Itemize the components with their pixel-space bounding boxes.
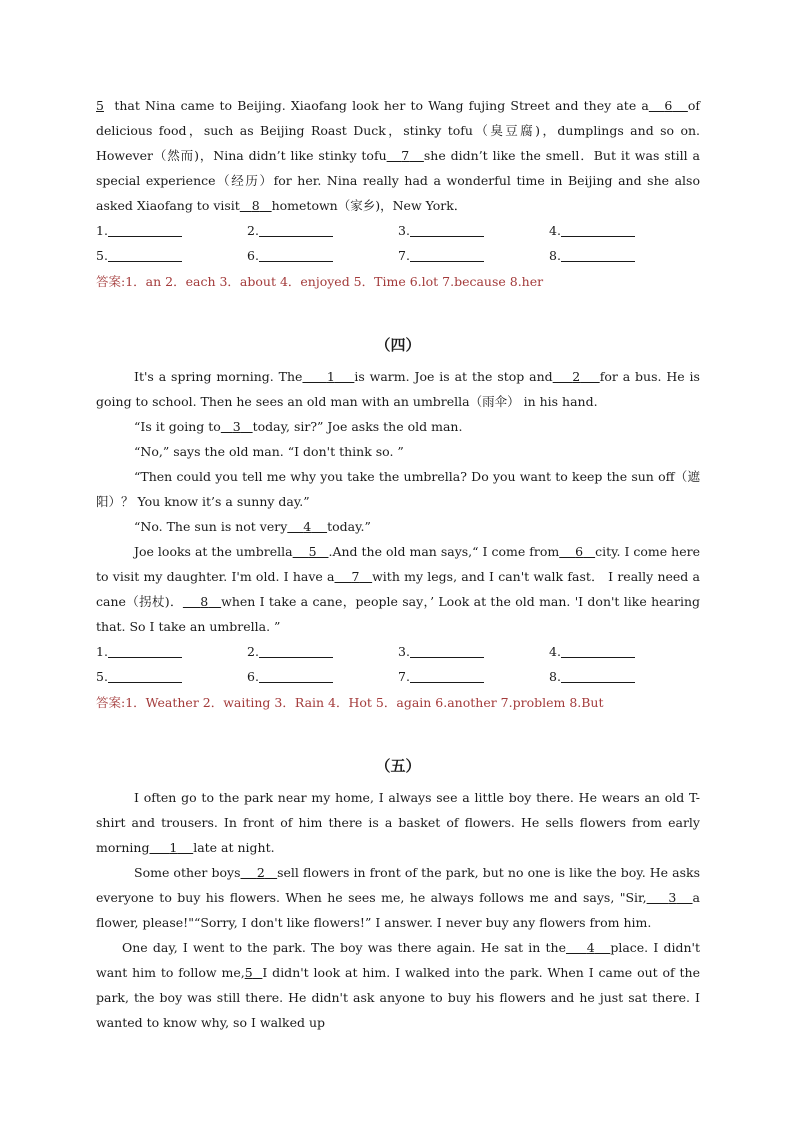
blank-8[interactable]: 8 <box>200 594 209 609</box>
answer-slot[interactable]: 1. <box>96 639 247 664</box>
answer-slot[interactable]: 4. <box>549 218 700 243</box>
blank-5[interactable]: 5 <box>96 98 104 113</box>
s4-paragraph-2: “Is it going to 3 today, sir?” Joe asks the old man. <box>134 419 463 434</box>
passage3-paragraph: 5​ that Nina came to Beijing. Xiaofang look her to Wang fujing Street and they ate a 6 of delicious food，such as Beijing Roast Duck，stinky tofu（臭豆腐)，dumplings and so on. However（然而)，Nina didn’t like stinky tofu 7 she didn’t like the smell．But it was still a special experience（经历）for her. Nina really had a wonderful time in Beijing and she also asked Xiaofang to visit 8 hometown（家乡)，New York． <box>96 98 701 213</box>
answer-slot[interactable]: 2. <box>247 639 398 664</box>
blank-2[interactable]: 2 <box>572 369 581 384</box>
blank-6[interactable]: 6 <box>664 98 673 113</box>
blank-5[interactable]: 5 <box>244 965 253 980</box>
s4-paragraph-3: “No,” says the old man. “I don't think so. ” <box>134 444 404 459</box>
answer-slot[interactable]: 4. <box>549 639 700 664</box>
blank-1[interactable]: 1 <box>326 369 335 384</box>
blank-4[interactable]: 4 <box>303 519 312 534</box>
answer-slot[interactable]: 5. <box>96 243 247 268</box>
s4-paragraph-1: It's a spring morning. The 1 is warm. Joe is at the stop and 2 for a bus. He is going to school. Then he sees an old man with an umbrella（雨伞） in his hand. <box>96 369 700 409</box>
answer-blanks-3 <box>96 218 700 268</box>
blank-3[interactable]: 3 <box>232 419 241 434</box>
answer-slot[interactable]: 8. <box>549 243 700 268</box>
blank-5[interactable]: 5 <box>308 544 317 559</box>
answer-key-4: 答案:1．Weather 2．waiting 3．Rain 4．Hot 5．again 6.another 7.problem 8.But <box>96 695 604 710</box>
section-title-4: （四） <box>375 336 421 354</box>
answer-slot[interactable]: 3. <box>398 218 549 243</box>
blank-6[interactable]: 6 <box>575 544 584 559</box>
answer-slot[interactable]: 6. <box>247 664 398 689</box>
blank-2[interactable]: 2 <box>256 865 265 880</box>
answer-slot[interactable]: 1. <box>96 218 247 243</box>
answer-slot[interactable]: 8. <box>549 664 700 689</box>
answer-slot[interactable]: 3. <box>398 639 549 664</box>
s4-paragraph-6: Joe looks at the umbrella 5 .And the old man says,“ I come from 6 city. I come here to visit my daughter. I'm old. I have a 7 with my legs, and I can't walk fast． I really need a cane（拐杖)． 8 when I take a cane，people say，’ Look at the old man. 'I don't like hearing that. So I take an umbrella. ” <box>96 544 701 634</box>
answer-key-3: 答案:1．an 2．each 3．about 4．enjoyed 5．Time 6.lot 7.because 8.her <box>96 274 544 289</box>
document-page <box>96 93 700 1035</box>
blank-1[interactable]: 1 <box>169 840 178 855</box>
answer-slot[interactable]: 5. <box>96 664 247 689</box>
blank-3[interactable]: 3 <box>668 890 677 905</box>
answer-slot[interactable]: 7. <box>398 243 549 268</box>
blank-4[interactable]: 4 <box>586 940 595 955</box>
answer-slot[interactable]: 6. <box>247 243 398 268</box>
blank-7[interactable]: 7 <box>351 569 360 584</box>
answer-slot[interactable]: 2. <box>247 218 398 243</box>
answer-slot[interactable]: 7. <box>398 664 549 689</box>
s5-paragraph-2: Some other boys 2 sell flowers in front of the park, but no one is like the boy. He asks everyone to buy his flowers. When he sees me, he always follows me and says, "Sir, 3 a flower, please!"“Sorry, I don't like flowers!” I answer. I never buy any flowers from him. <box>96 865 701 930</box>
answer-blanks-4 <box>96 639 700 689</box>
section-title-5: （五） <box>375 757 421 775</box>
blank-8[interactable]: 8 <box>251 198 260 213</box>
s4-paragraph-5: “No. The sun is not very 4 today.” <box>134 519 371 534</box>
blank-7[interactable]: 7 <box>401 148 410 163</box>
s5-paragraph-3: One day, I went to the park. The boy was there again. He sat in the 4 place. I didn't want him to follow me,5 I didn't look at him. I walked into the park. When I came out of the park, the boy was still there. He didn't ask anyone to buy his flowers and he just sat there. I wanted to know why, so I walked up <box>96 940 701 1030</box>
s4-paragraph-4: “Then could you tell me why you take the umbrella? Do you want to keep the sun off（遮阳）？ You know it’s a sunny day.” <box>96 469 700 509</box>
s5-paragraph-1: I often go to the park near my home, I always see a little boy there. He wears an old T-shirt and trousers. In front of him there is a basket of flowers. He sells flowers from early morning 1 late at night. <box>96 790 700 855</box>
